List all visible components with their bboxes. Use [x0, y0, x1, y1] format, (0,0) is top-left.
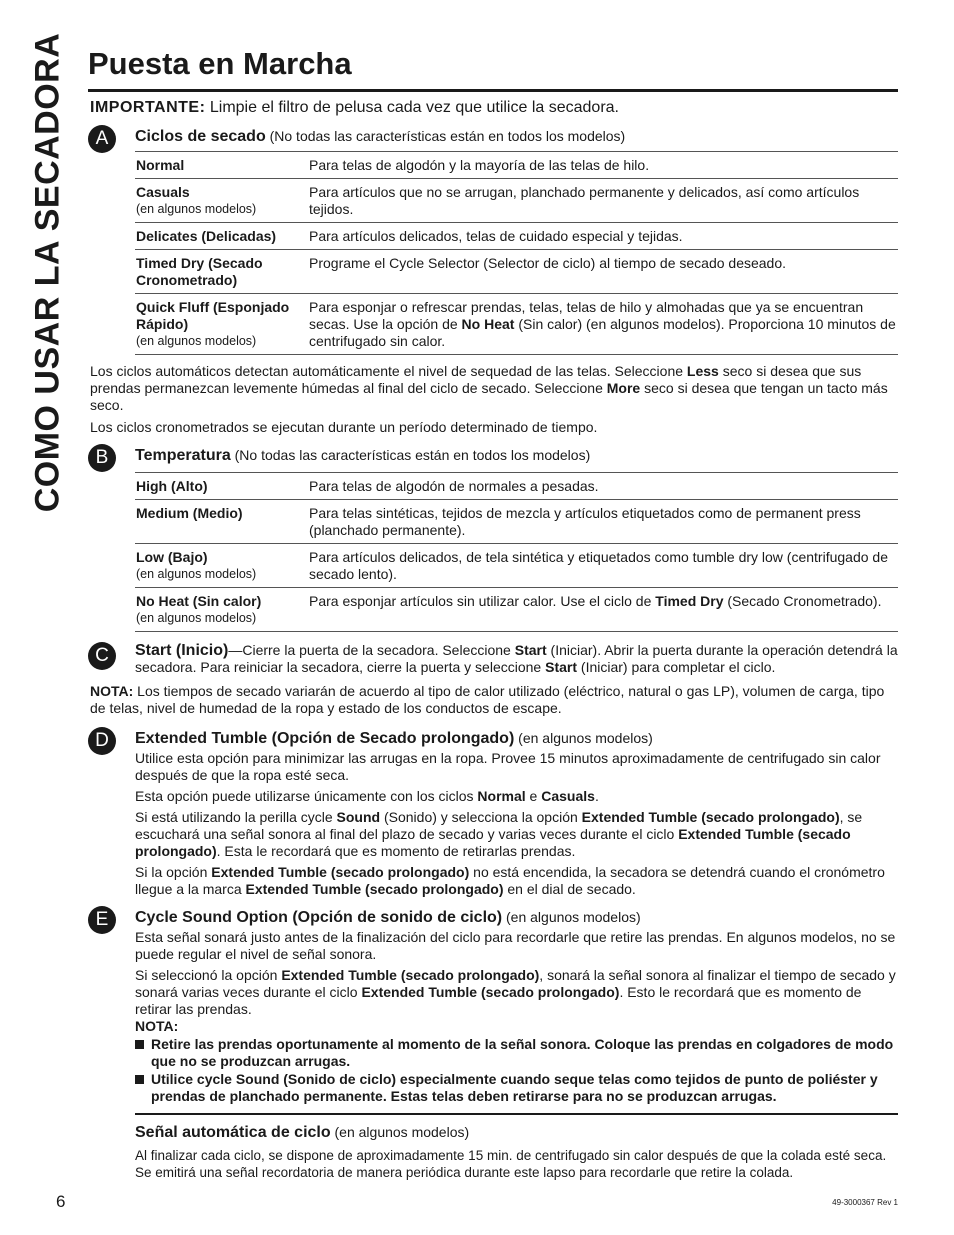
temperature-table — [135, 472, 898, 632]
auto-signal-heading: Señal automática de ciclo (en algunos modelos) — [135, 1124, 470, 1141]
badge-a: A — [88, 125, 116, 153]
list-item: Utilice cycle Sound (Sonido de ciclo) especialmente cuando seque telas como tejidos de punto de poliéster y prendas de planchado permanente. Estas telas deben retirarse para no se produzcan arrugas. — [135, 1071, 898, 1105]
page-number: 6 — [56, 1192, 66, 1211]
extended-paragraph-1: Utilice esta opción para minimizar las arrugas en la ropa. Provee 15 minutos aproximadamente de centrifugado sin calor después de que la ropa esté seca. — [135, 750, 881, 783]
senal-rule — [135, 1113, 898, 1115]
drying-cycles-heading: Ciclos de secado (No todas las características están en todos los modelos) — [135, 128, 626, 145]
table-row: Timed Dry (Secado Cronometrado) Programe el Cycle Selector (Selector de ciclo) al tiempo de secado deseado. — [135, 250, 898, 294]
important-notice: IMPORTANTE: Limpie el filtro de pelusa cada vez que utilice la secadora. — [90, 99, 619, 116]
badge-c: C — [88, 642, 116, 670]
section-cycle-sound — [88, 906, 898, 1181]
drying-cycles-table — [135, 151, 898, 355]
sound-notes-list — [135, 1036, 898, 1105]
table-row: Quick Fluff (Esponjado Rápido) (en algunos modelos) Para esponjar o refrescar prendas, telas, telas de hilo y almohadas que ya se encuentran secas. Use la opción de No Heat (Sin calor) (en algunos modelos). Proporciona 10 minutos de centrifugado sin calor. — [135, 294, 898, 355]
auto-signal-paragraph: Al finalizar cada ciclo, se dispone de aproximadamente 15 min. de centrifugado sin calor después de que la colada esté seca. Se emitirá una señal recordatoria de manera periódica durante este lapso para recordarle que retire la colada. — [135, 1148, 887, 1180]
table-row: High (Alto) Para telas de algodón de normales a pesadas. — [135, 473, 898, 500]
temperature-heading: Temperatura (No todas las características están en todos los modelos) — [135, 447, 591, 464]
table-row: Low (Bajo) (en algunos modelos) Para artículos delicados, de tela sintética y etiquetados como tumble dry low (centrifugado de secado lento). — [135, 544, 898, 588]
badge-e: E — [88, 906, 116, 934]
sound-paragraph-1: Esta señal sonará justo antes de la finalización del ciclo para recordarle que retire las prendas. En algunos modelos, no se puede regular el nivel de señal sonora. — [135, 929, 896, 962]
list-item: Retire las prendas oportunamente al momento de la señal sonora. Coloque las prendas en colgadores de modo que no se produzcan arrugas. — [135, 1036, 898, 1070]
section-drying-cycles — [88, 125, 898, 355]
sound-note-label: NOTA: — [135, 1018, 179, 1034]
side-section-title: COMO USAR LA SECADORA — [28, 32, 67, 512]
title-rule — [88, 89, 898, 92]
section-temperature — [88, 444, 898, 632]
badge-b: B — [88, 444, 116, 472]
table-row: Medium (Medio) Para telas sintéticas, tejidos de mezcla y artículos etiquetados como de permanent press (planchado permanente). — [135, 500, 898, 544]
extended-paragraph-2: Esta opción puede utilizarse únicamente con los ciclos Normal e Casuals. — [135, 788, 599, 804]
extended-tumble-heading: Extended Tumble (Opción de Secado prolongado) (en algunos modelos) — [135, 730, 653, 747]
note-drying-times: NOTA: Los tiempos de secado variarán de acuerdo al tipo de calor utilizado (eléctrico, natural o gas LP), volumen de carga, tipo de telas, nivel de humedad de la ropa y estado de los conductos de escape. — [90, 683, 885, 716]
page-title: Puesta en Marcha — [88, 46, 352, 81]
table-row: Normal Para telas de algodón y la mayoría de las telas de hilo. — [135, 152, 898, 179]
extended-paragraph-4: Si la opción Extended Tumble (secado prolongado) no está encendida, la secadora se detendrá cuando el cronómetro llegue a la marca Extended Tumble (secado prolongado) en el dial de secado. — [135, 864, 885, 897]
table-row: Casuals (en algunos modelos) Para artículos que no se arrugan, planchado permanente y delicados, así como artículos tejidos. — [135, 179, 898, 223]
start-paragraph: Start (Inicio)—Cierre la puerta de la secadora. Seleccione Start (Iniciar). Abrir la puerta durante la operación detendrá la secadora. Para reiniciar la secadora, cierre la puerta y seleccione Start (Iniciar) para completar el ciclo. — [135, 642, 898, 675]
main-content — [88, 99, 898, 1185]
extended-paragraph-3: Si está utilizando la perilla cycle Sound (Sonido) y selecciona la opción Extended Tumble (secado prolongado), se escuchará una señal sonora al final del plazo de secado y varias veces durante el ciclo Extended Tumble (secado prolongado). Esta le recordará que es momento de retirarlas prendas. — [135, 809, 863, 859]
sound-paragraph-2: Si seleccionó la opción Extended Tumble (secado prolongado), sonará la señal sonora al finalizar el tiempo de secado y sonará varias veces durante el ciclo Extended Tumble (secado prolongado). Esto le recordará que es momento de retirar las prendas. — [135, 967, 896, 1017]
section-extended-tumble — [88, 727, 898, 898]
badge-d: D — [88, 727, 116, 755]
cycle-sound-heading: Cycle Sound Option (Opción de sonido de ciclo) (en algunos modelos) — [135, 909, 641, 926]
timed-cycles-paragraph: Los ciclos cronometrados se ejecutan durante un período determinado de tiempo. — [90, 419, 598, 435]
auto-cycles-paragraph: Los ciclos automáticos detectan automáticamente el nivel de sequedad de las telas. Seleccione Less seco si desea que sus prendas permanezcan levemente húmedas al final del ciclo de secado. Seleccione More seco si desea que tengan un tacto más seco. — [90, 363, 888, 413]
table-row: Delicates (Delicadas) Para artículos delicados, telas de cuidado especial y tejidas. — [135, 223, 898, 250]
section-start — [88, 642, 898, 676]
document-code: 49-3000367 Rev 1 — [832, 1198, 898, 1207]
table-row: No Heat (Sin calor) (en algunos modelos) Para esponjar artículos sin utilizar calor. Use el ciclo de Timed Dry (Secado Cronometrado). — [135, 588, 898, 632]
